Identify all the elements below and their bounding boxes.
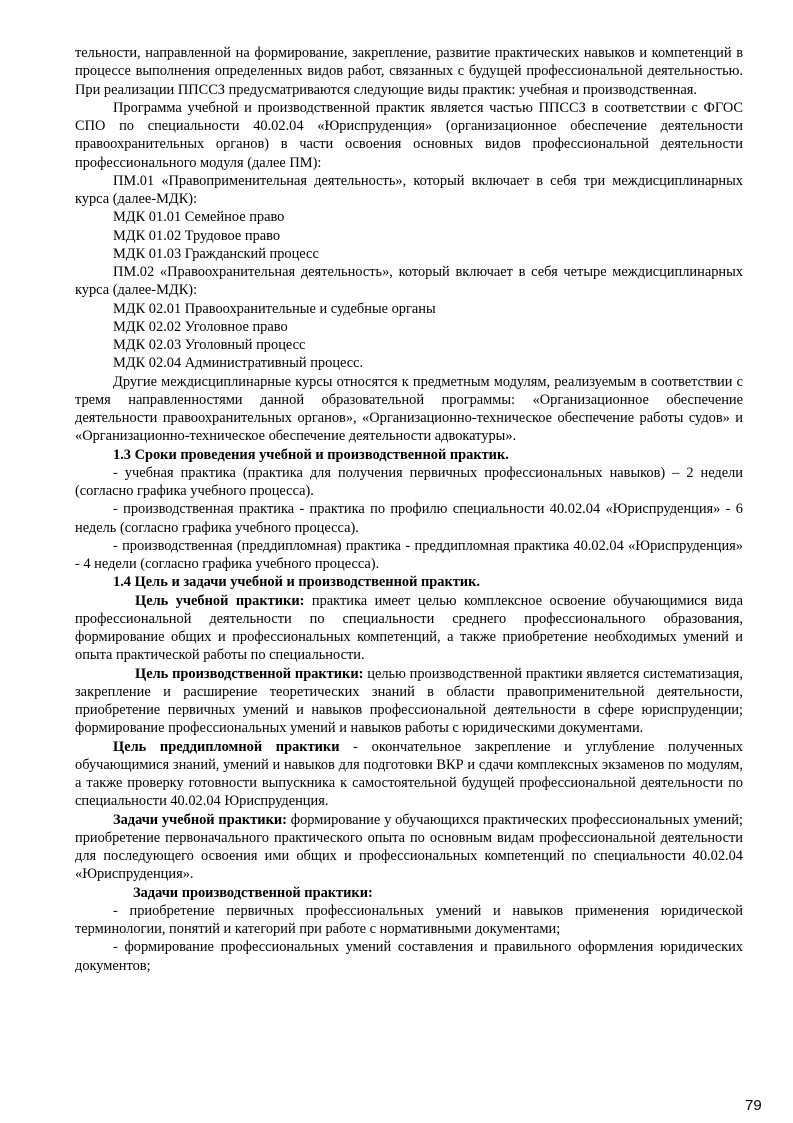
mdk-item: МДК 02.01 Правоохранительные и судебные органы bbox=[113, 300, 436, 317]
mdk-item: МДК 01.01 Семейное право bbox=[113, 209, 285, 226]
schedule-item: - производственная практика - практика по профилю специальности 40.02.04 «Юриспруденция» - 6 недель (согласно графика учебного процесса). bbox=[75, 501, 743, 536]
page-number: 79 bbox=[745, 1097, 762, 1114]
mdk-item: МДК 02.02 Уголовное право bbox=[113, 318, 288, 335]
goal-study-text: практика имеет целью комплексное освоение обучающимися вида профессиональной деятельности по специальности среднего профессионального образования, формирование общих и профессиональных компетенций, а также приобретение необходимых умений и опыта практической работы по специальности. bbox=[75, 592, 743, 664]
intro-paragraph-2: Программа учебной и производственной практик является частью ППССЗ в соответствии с ФГОС СПО по специальности 40.02.04 «Юриспруденция» (организационное обеспечение деятельности правоохранительных органов) в части освоения основных видов профессиональной деятельности профессионального модуля (далее ПМ): bbox=[75, 99, 743, 171]
pm02-paragraph: ПМ.02 «Правоохранительная деятельность», который включает в себя четыре междисциплинарных курса (далее-МДК): bbox=[75, 264, 743, 299]
tasks-study-text: формирование у обучающихся практических профессиональных умений; приобретение первоначального практического опыта по основным видам профессиональной деятельности для последующего освоения ими общих и профессиональных компетенций по специальности 40.02.04 «Юриспруденция». bbox=[75, 811, 743, 883]
tasks-study-paragraph bbox=[75, 811, 743, 884]
document-page bbox=[75, 44, 743, 975]
intro-paragraph-1: тельности, направленной на формирование, закрепление, развитие практических навыков и компетенций в процессе выполнения определенных видов работ, связанных с будущей профессиональной деятельностью. При реализации ППССЗ предусматриваются следующие виды практик: учебная и производственная. bbox=[75, 45, 743, 98]
schedule-item: - учебная практика (практика для получения первичных профессиональных навыков) – 2 недели (согласно графика учебного процесса). bbox=[75, 464, 743, 499]
tasks-prod-heading: Задачи производственной практики: bbox=[133, 884, 373, 901]
goal-prod-text: целью производственной практики является систематизация, закрепление и расширение теоретических знаний в области правоприменительной деятельности, приобретение первичных умений и навыков профессиональной деятельности в сфере юриспруденции; формирование профессиональных умений и навыков работы с юридическими документами. bbox=[75, 665, 743, 737]
goal-study-label: Цель учебной практики: bbox=[135, 592, 305, 609]
task-item: - формирование профессиональных умений составления и правильного оформления юридических документов; bbox=[75, 939, 743, 974]
task-item: - приобретение первичных профессиональных умений и навыков применения юридической терминологии, понятий и категорий при работе с нормативными документами; bbox=[75, 902, 743, 937]
goal-prediploma-label: Цель преддипломной практики bbox=[113, 738, 340, 755]
mdk-item: МДК 02.03 Уголовный процесс bbox=[113, 337, 306, 353]
mdk-item: МДК 01.02 Трудовое право bbox=[113, 227, 281, 244]
schedule-item: - производственная (преддипломная) практика - преддипломная практика 40.02.04 «Юриспруденция» - 4 недели (согласно графика учебного процесса). bbox=[75, 537, 743, 572]
pm01-paragraph: ПМ.01 «Правоприменительная деятельность», который включает в себя три междисциплинарных курса (далее-МДК): bbox=[75, 172, 743, 207]
section-heading-1-3: 1.3 Сроки проведения учебной и производственной практик. bbox=[113, 446, 509, 463]
intro-paragraph-3: Другие междисциплинарные курсы относятся к предметным модулям, реализуемым в соответствии с тремя направленностями данной образовательной программы: «Организационное обеспечение деятельности правоохранительных органов», «Организационно-техническое обеспечение работы судов» и «Организационно-техническое обеспечение деятельности адвокатуры». bbox=[75, 373, 743, 445]
goal-prod-paragraph bbox=[75, 665, 743, 738]
mdk-item: МДК 02.04 Административный процесс. bbox=[113, 355, 364, 372]
goal-study-paragraph bbox=[75, 592, 743, 665]
mdk-item: МДК 01.03 Гражданский процесс bbox=[113, 245, 319, 262]
goal-prediploma-text: - окончательное закрепление и углубление полученных обучающимися знаний, умений и навыков для подготовки ВКР и сдачи комплексных экзаменов по модулям, а также проверку готовности выпускника к самостоятельной будущей профессиональной деятельности по специальности 40.02.04 Юриспруденция. bbox=[75, 738, 743, 810]
goal-prod-label: Цель производственной практики: bbox=[135, 665, 364, 682]
goal-prediploma-paragraph bbox=[75, 738, 743, 811]
section-heading-1-4: 1.4 Цель и задачи учебной и производственной практик. bbox=[113, 574, 480, 591]
tasks-study-label: Задачи учебной практики: bbox=[113, 811, 287, 828]
